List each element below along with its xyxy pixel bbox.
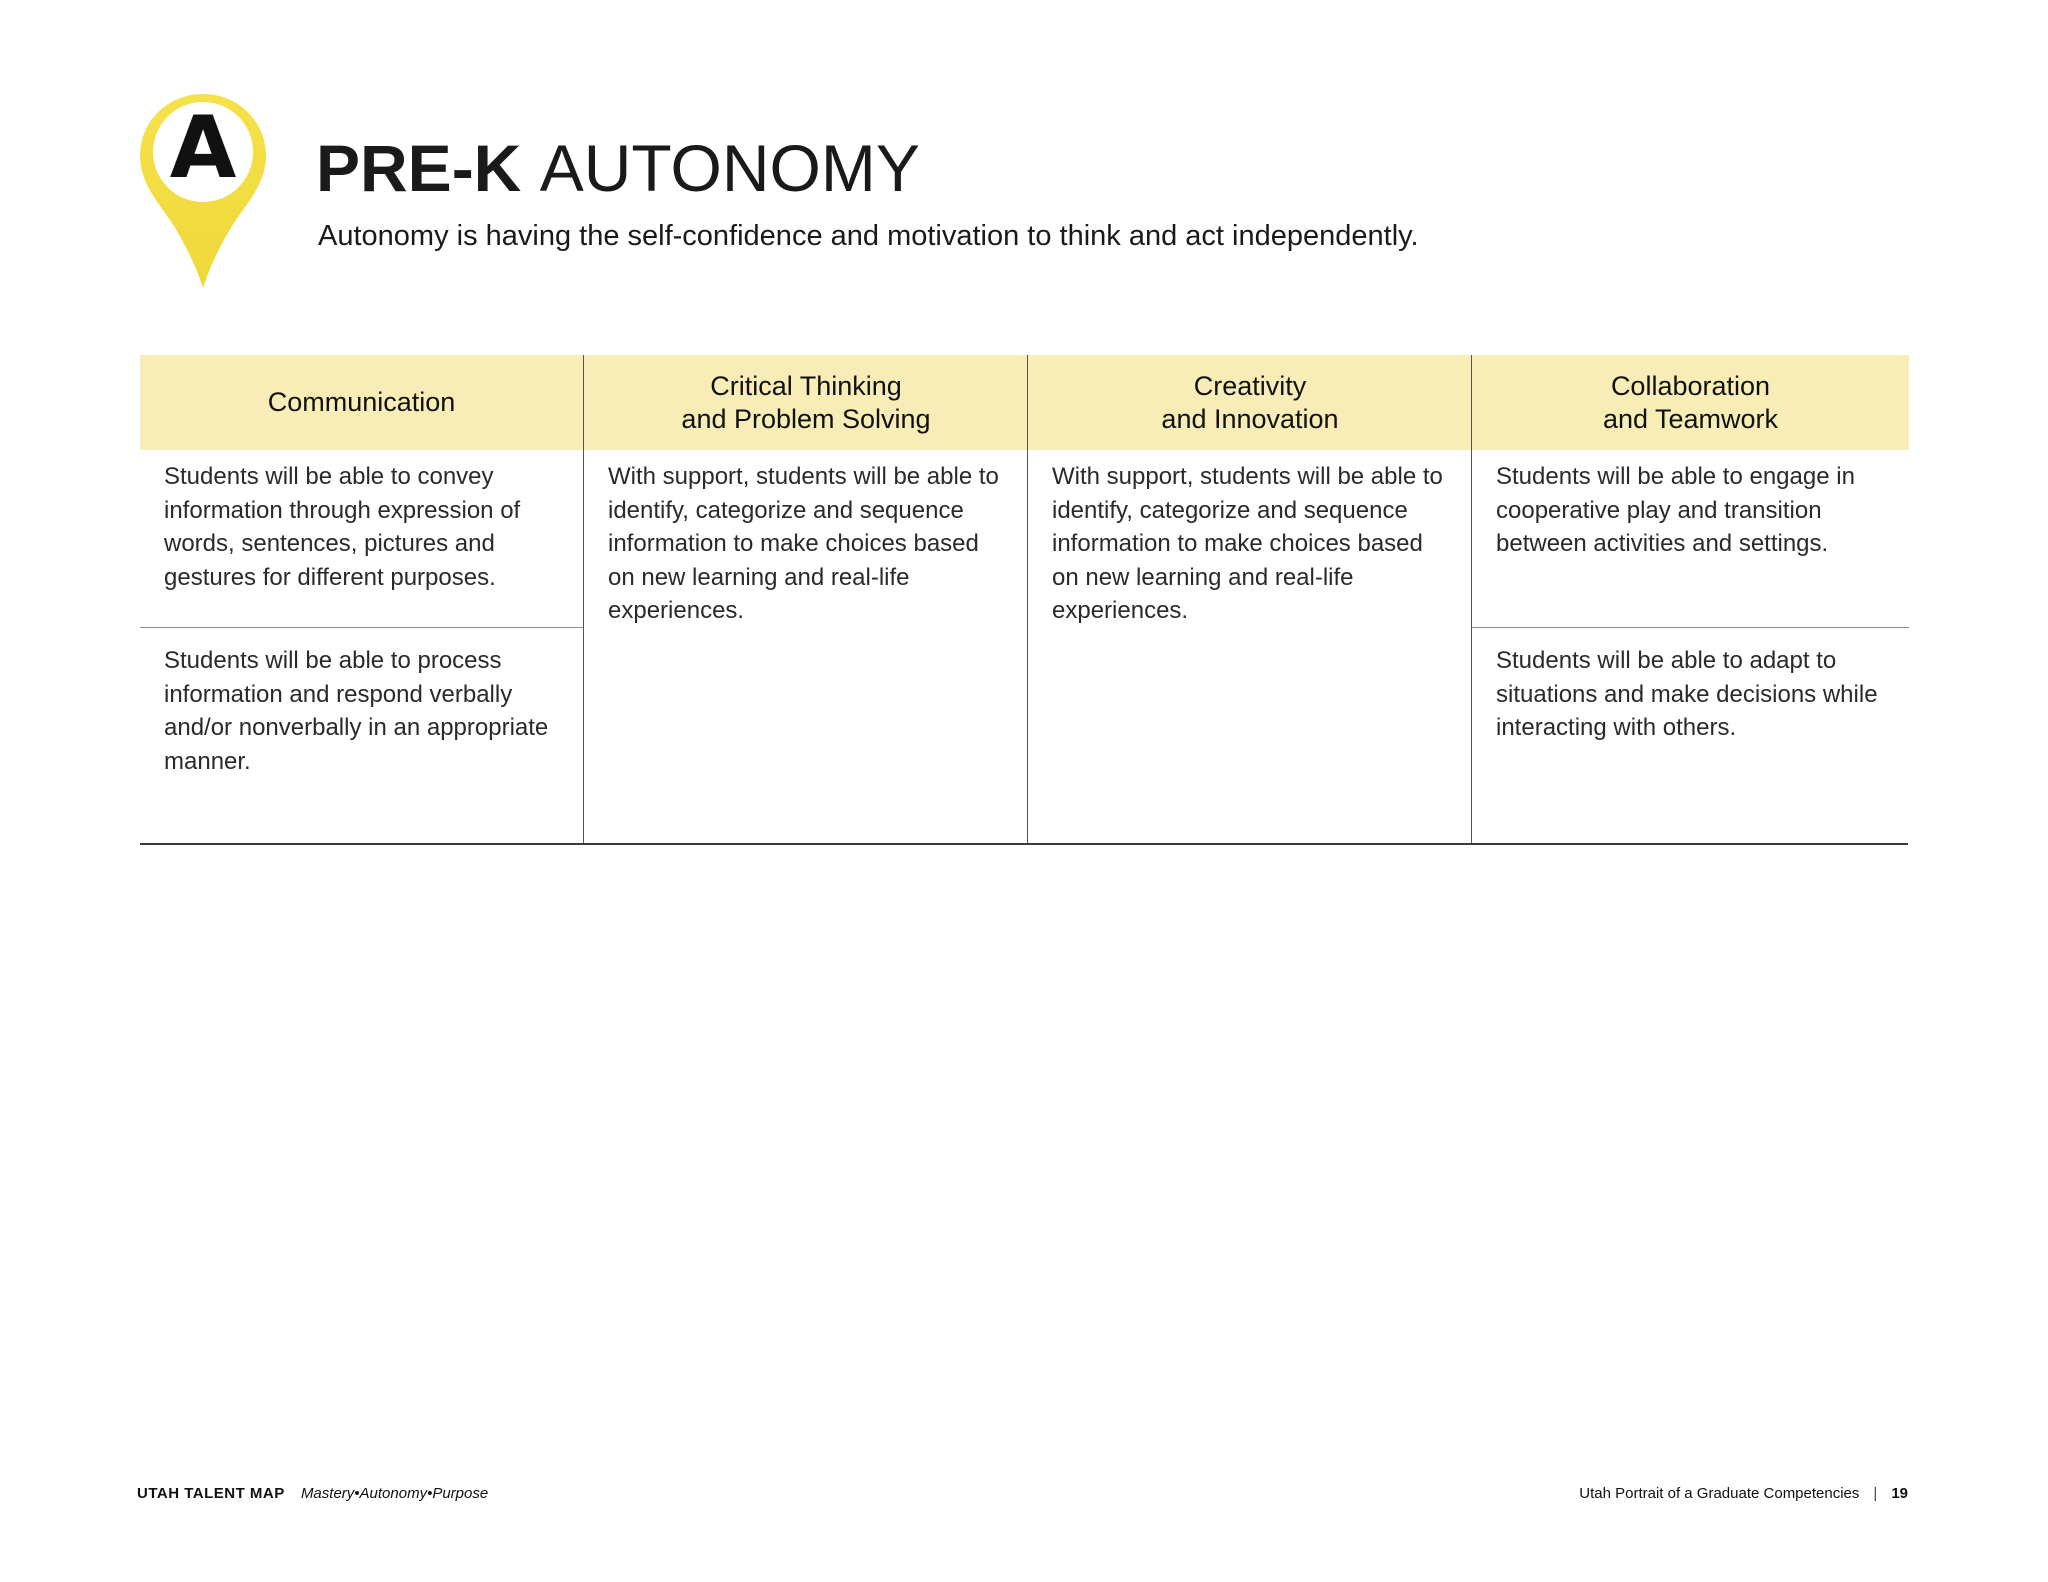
column-critical-thinking <box>583 355 1028 843</box>
competency-table <box>140 355 1908 845</box>
footer-right <box>1579 1485 1908 1502</box>
column-creativity <box>1027 355 1472 843</box>
footer-separator: | <box>1873 1485 1878 1502</box>
title-topic: AUTONOMY <box>539 131 920 205</box>
pin-letter: A <box>169 98 237 198</box>
page-header <box>316 128 1419 256</box>
page-number: 19 <box>1891 1485 1908 1502</box>
table-cell: Students will be able to convey information through expression of words, sentences, pictures and gestures for different purposes. <box>140 450 583 628</box>
column-heading: Creativity and Innovation <box>1028 355 1472 450</box>
column-heading: Communication <box>140 355 583 450</box>
table-cell: With support, students will be able to identify, categorize and sequence information to make choices based on new learning and real-life experiences. <box>608 463 999 624</box>
table-cell: Students will be able to engage in cooperative play and transition between activities and settings. <box>1472 450 1909 628</box>
table-cell: With support, students will be able to identify, categorize and sequence information to make choices based on new learning and real-life experiences. <box>1052 463 1443 624</box>
page-title <box>316 128 1419 208</box>
footer-brand: UTAH TALENT MAP <box>137 1485 285 1502</box>
column-collaboration <box>1471 355 1909 843</box>
table-cell: Students will be able to process information and respond verbally and/or nonverbally in an appropriate manner. <box>164 647 549 775</box>
column-communication <box>140 355 583 843</box>
column-heading: Critical Thinking and Problem Solving <box>584 355 1028 450</box>
table-cell: Students will be able to adapt to situations and make decisions while interacting with others. <box>1496 647 1878 741</box>
page-subtitle: Autonomy is having the self-confidence and motivation to think and act independently. <box>318 220 1419 252</box>
location-pin-icon <box>138 92 268 292</box>
footer-tagline: Mastery•Autonomy•Purpose <box>300 1485 489 1502</box>
footer-left <box>137 1485 488 1502</box>
column-heading: Collaboration and Teamwork <box>1472 355 1909 450</box>
footer-doc-title: Utah Portrait of a Graduate Competencies <box>1579 1485 1860 1502</box>
title-grade: PRE-K <box>316 131 522 205</box>
